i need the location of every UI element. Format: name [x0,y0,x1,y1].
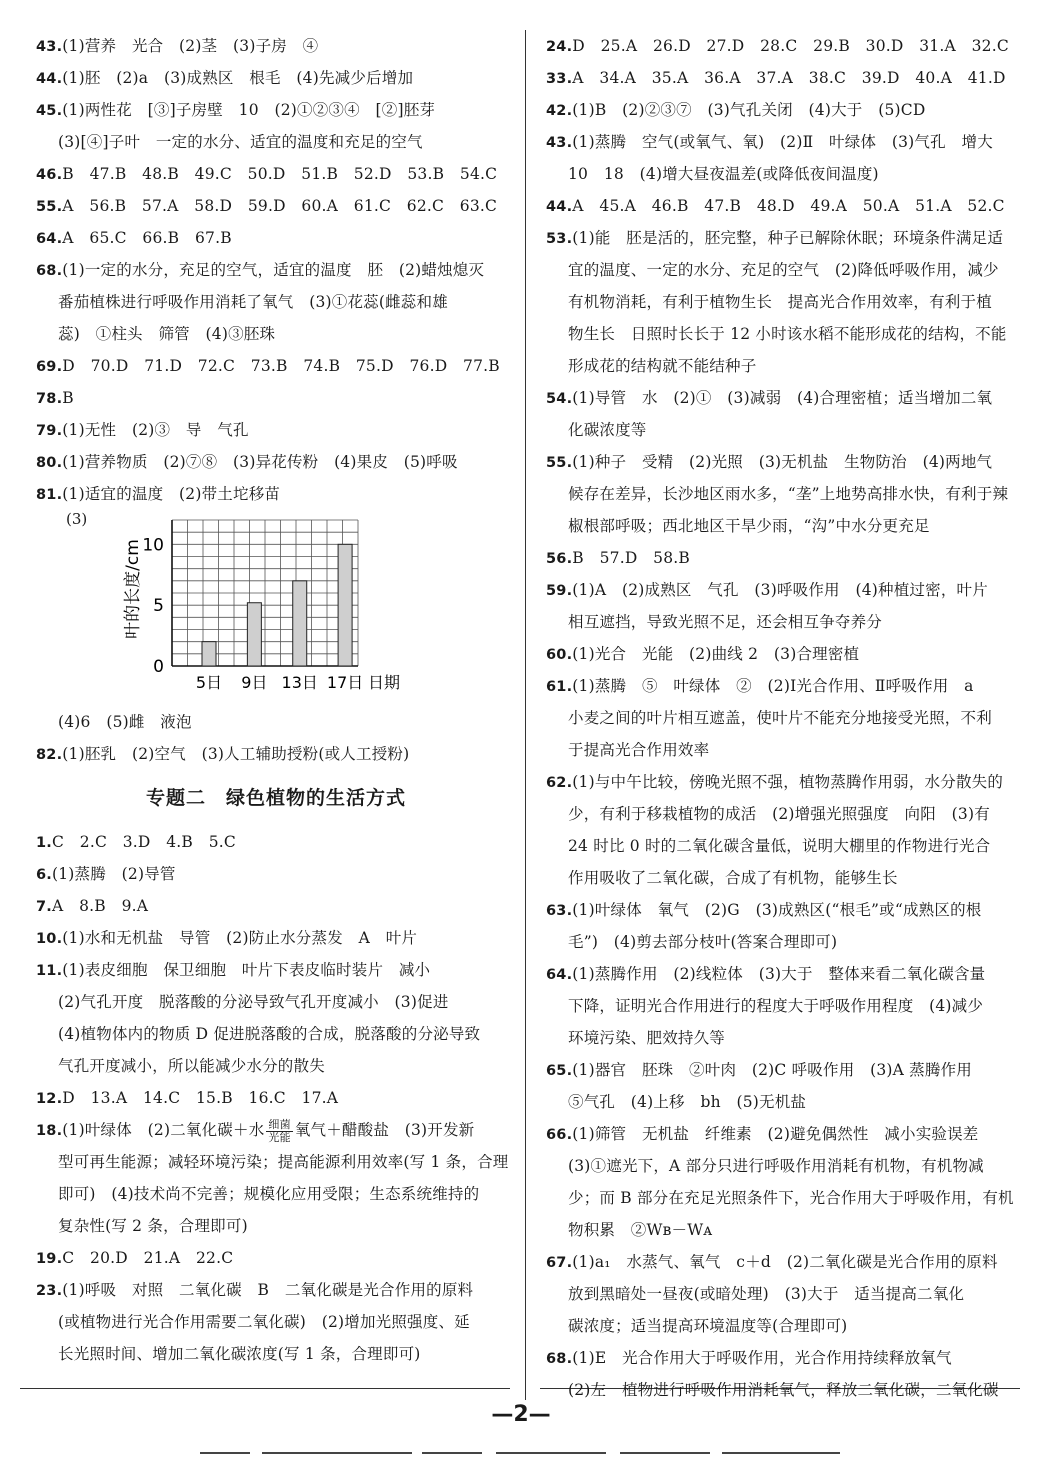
answer-text: 候存在差异，长沙地区雨水多，“垄”上地势高排水快，有利于辣 [568,485,1009,503]
question-number: 80. [36,455,63,471]
answer-line [546,30,1022,62]
answer-line [546,414,1022,446]
answer-line [546,1310,1022,1342]
answer-line [36,706,516,738]
answer-text: (1)无性 (2)③ 导 气孔 [62,421,249,439]
answer-text: (1)导管 水 (2)① (3)减弱 (4)合理密植；适当增加二氧 [572,389,993,407]
answer-text: (1)蒸腾 (2)导管 [52,865,176,883]
answer-text: 蕊) ①柱头 筛管 (4)③胚珠 [58,325,276,343]
answer-line [546,286,1022,318]
answer-text: 长光照时间、增加二氧化碳浓度(写 1 条，合理即可) [58,1345,421,1363]
answer-line [546,734,1022,766]
answer-text: B 47.B 48.B 49.C 50.D 51.B 52.D 53.B 54.C [62,165,498,183]
answer-line [546,1214,1022,1246]
answer-text: (1)营养物质 (2)⑦⑧ (3)异花传粉 (4)果皮 (5)呼吸 [62,453,458,471]
answer-text: 形成花的结构就不能结种子 [568,357,757,375]
answer-line [36,1242,516,1274]
answer-line [546,670,1022,702]
question-number: 78. [36,391,63,407]
answer-line [36,446,516,478]
answer-text: 下降，证明光合作用进行的程度大于呼吸作用程度 (4)减少 [568,997,984,1015]
answer-line [36,414,516,446]
answer-line [546,158,1022,190]
answer-line [36,1018,516,1050]
answer-text: (1)与中午比较，傍晚光照不强，植物蒸腾作用弱，水分散失的 [572,773,1004,791]
y-tick-label: 10 [142,535,164,556]
right-answers-block-1 [546,30,1022,1406]
answer-text: 少，有利于移栽植物的成活 (2)增强光照强度 向阳 (3)有 [568,805,990,823]
bottom-rule-left [20,1388,510,1389]
right-column [546,30,1022,1406]
question-number: 33. [546,71,573,87]
answer-line [36,954,516,986]
question-number: 42. [546,103,573,119]
answer-line [546,894,1022,926]
answer-line [546,1150,1022,1182]
answer-text: 小麦之间的叶片相互遮盖，使叶片不能充分地接受光照，不利 [568,709,992,727]
answer-text: 24 时比 0 时的二氧化碳含量低，说明大棚里的作物进行光合 [568,837,991,855]
question-number: 82. [36,747,63,763]
answer-line [546,1246,1022,1278]
answer-line [36,986,516,1018]
answer-text: (1)器官 胚珠 ②叶肉 (2)C 呼吸作用 (3)A 蒸腾作用 [572,1061,972,1079]
answer-line [546,190,1022,222]
answer-line [36,1050,516,1082]
x-tick-label: 9日 [241,673,268,692]
question-number: 6. [36,867,52,883]
question-number: 7. [36,899,52,915]
answer-line [546,1054,1022,1086]
answer-text: (1)种子 受精 (2)光照 (3)无机盐 生物防治 (4)两地气 [572,453,993,471]
x-tick-label: 13日 [281,673,318,692]
answer-line [36,222,516,254]
question-number: 69. [36,359,63,375]
answer-text: (4)6 (5)雌 液泡 [58,713,192,731]
answer-line [36,190,516,222]
answer-line [36,1338,516,1370]
answer-text: B [62,389,74,407]
answer-text: 少；而 B 部分在充足光照条件下，光合作用大于呼吸作用，有机 [568,1189,1014,1207]
answer-text: (1)胚 (2)a (3)成熟区 根毛 (4)先减少后增加 [62,69,414,87]
question-number: 79. [36,423,63,439]
answer-line [546,606,1022,638]
answer-text: 型可再生能源；减轻环境污染；提高能源利用效率(写 1 条，合理 [58,1153,509,1171]
answer-text: 作用吸收了二氧化碳，合成了有机物，能够生长 [568,869,898,887]
answer-text: 椒根部呼吸；西北地区干旱少雨，“沟”中水分更充足 [568,517,930,535]
answer-text: (1)蒸腾 空气(或氧气、氧) (2)Ⅱ 叶绿体 (3)气孔 增大 [572,133,993,151]
answer-line [546,1086,1022,1118]
question-number: 45. [36,103,63,119]
question-number: 66. [546,1127,573,1143]
answer-line [546,1278,1022,1310]
answer-line [36,382,516,414]
answer-line [546,478,1022,510]
answer-text: 有机物消耗，有利于植物生长 提高光合作用效率，有利于植 [568,293,992,311]
answer-text: D 25.A 26.D 27.D 28.C 29.B 30.D 31.A 32.C [572,37,1009,55]
question-number: 56. [546,551,573,567]
answer-text: B 57.D 58.B [572,549,691,567]
answer-line [546,446,1022,478]
condition-bottom: 光能 [268,1130,291,1144]
question-number: 11. [36,963,63,979]
answer-line [546,638,1022,670]
answer-text: (或植物进行光合作用需要二氧化碳) (2)增加光照强度、延 [58,1313,470,1331]
question-number: 81. [36,487,63,503]
answer-text: (1)a₁ 水蒸气、氧气 c＋d (2)二氧化碳是光合作用的原料 [572,1253,998,1271]
answer-text: 10 18 (4)增大昼夜温差(或降低夜间温度) [568,165,879,183]
answer-text: (1)两性花 [③]子房壁 10 (2)①②③④ [②]胚芽 [62,101,436,119]
answer-line [36,318,516,350]
chart-question-label: (3) [66,510,88,528]
answer-line [546,702,1022,734]
answer-line [36,1306,516,1338]
question-number: 12. [36,1091,63,1107]
answer-line [36,1146,516,1178]
question-number: 59. [546,583,573,599]
answer-line [546,830,1022,862]
question-number: 63. [546,903,573,919]
answer-text: C 20.D 21.A 22.C [62,1249,234,1267]
answer-line [546,510,1022,542]
answer-line [36,126,516,158]
answer-text: D 70.D 71.D 72.C 73.B 74.B 75.D 76.D 77.B [62,357,500,375]
answer-text: (1)蒸腾 ⑤ 叶绿体 ② (2)Ⅰ光合作用、Ⅱ呼吸作用 a [572,677,974,695]
bar-4 [338,544,352,666]
section-title: 专题二 绿色植物的生活方式 [145,787,406,809]
answer-line [36,1178,516,1210]
condition-top: 细菌 [268,1117,291,1131]
y-axis-label: 叶的长度/cm [123,539,143,639]
answer-text: (1)适宜的温度 (2)带土坨移苗 [62,485,281,503]
left-answers-block-3 [36,826,516,1114]
answer-text: (1)营养 光合 (2)茎 (3)子房 ④ [62,37,319,55]
question-number: 62. [546,775,573,791]
answer-text: A 56.B 57.A 58.D 59.D 60.A 61.C 62.C 63.C [62,197,498,215]
answer-line [36,478,516,510]
answer-text: (1)表皮细胞 保卫细胞 叶片下表皮临时装片 减小 [62,961,431,979]
answer-line [546,1022,1022,1054]
answer-text: (1)B (2)②③⑦ (3)气孔关闭 (4)大于 (5)CD [572,101,926,119]
question-number: 55. [546,455,573,471]
answer-line [546,990,1022,1022]
answer-line [546,926,1022,958]
answer-line [546,766,1022,798]
answer-line [546,1118,1022,1150]
answer-text: (2)气孔开度 脱落酸的分泌导致气孔开度减小 (3)促进 [58,993,449,1011]
x-tick-label: 5日 [195,673,223,692]
answer-text: (1)水和无机盐 导管 (2)防止水分蒸发 A 叶片 [62,929,418,947]
answer-text: 即可) (4)技术尚不完善；规模化应用受限；生态系统维持的 [58,1185,480,1203]
reaction-condition [266,1119,292,1144]
answer-line [546,350,1022,382]
answer-line [36,94,516,126]
left-answers-block-1 [36,30,516,510]
x-axis-label: 日期 [367,673,401,692]
question-number: 68. [36,263,63,279]
answer-line [36,826,516,858]
answer-line [36,858,516,890]
question-number: 43. [546,135,573,151]
answer-line [546,862,1022,894]
y-tick-label: 0 [153,657,164,677]
answer-line [546,222,1022,254]
question-number: 68. [546,1351,573,1367]
answer-text: (3)[④]子叶 一定的水分、适宜的温度和充足的空气 [58,133,423,151]
answer-text: 放到黑暗处一昼夜(或暗处理) (3)大于 适当提高二氧化 [568,1285,965,1303]
question-number: 43. [36,39,63,55]
answer-text: A 45.A 46.B 47.B 48.D 49.A 50.A 51.A 52.C [572,197,1005,215]
answer-text: (1)E 光合作用大于呼吸作用，光合作用持续释放氧气 [572,1349,952,1367]
answer-text: (1)筛管 无机盐 纤维素 (2)避免偶然性 减小实验误差 [572,1125,979,1143]
answer-text: (1)光合 光能 (2)曲线 2 (3)合理密植 [572,645,860,663]
question-number: 18. [36,1123,63,1139]
answer-text: (1)叶绿体 (2)二氧化碳＋水 [62,1121,265,1139]
question-number: 46. [36,167,63,183]
question-number: 23. [36,1283,63,1299]
answer-line [546,574,1022,606]
question-number: 44. [546,199,573,215]
answer-line [546,94,1022,126]
question-number: 53. [546,231,573,247]
answer-text: (2)左 植物进行呼吸作用消耗氧气，释放二氧化碳，二氧化碳 [568,1381,999,1399]
answer-text: (1)胚乳 (2)空气 (3)人工辅助授粉(或人工授粉) [62,745,410,763]
answer-text: 宜的温度、一定的水分、充足的空气 (2)降低呼吸作用，减少 [568,261,999,279]
answer-line [36,1082,516,1114]
question-number: 10. [36,931,63,947]
answer-text: (1)蒸腾作用 (2)线粒体 (3)大于 整体来看二氧化碳含量 [572,965,986,983]
answer-line [546,542,1022,574]
answer-line [546,254,1022,286]
answer-text: 物积累 ②Wʙ－Wᴀ [568,1221,713,1239]
answer-text: (1)能 胚是活的，胚完整，种子已解除休眠；环境条件满足适 [572,229,1004,247]
answer-text: 毛”) (4)剪去部分枝叶(答案合理即可) [568,933,838,951]
answer-line [546,318,1022,350]
left-column [36,30,516,1370]
answer-line-q18 [36,1114,516,1146]
answer-text: (1)一定的水分，充足的空气，适宜的温度 胚 (2)蜡烛熄灭 [62,261,485,279]
question-number: 61. [546,679,573,695]
answer-line [36,30,516,62]
question-number: 64. [546,967,573,983]
chart-svg [84,510,414,706]
question-number: 54. [546,391,573,407]
answer-line [546,382,1022,414]
answer-text: (3)①遮光下，A 部分只进行呼吸作用消耗有机物，有机物减 [568,1157,984,1175]
answer-line [546,798,1022,830]
left-answers-block-2 [36,706,516,770]
answer-text: 于提高光合作用效率 [568,741,710,759]
question-number: 67. [546,1255,573,1271]
answer-text: (1)呼吸 对照 二氧化碳 B 二氧化碳是光合作用的原料 [62,1281,474,1299]
footer-decoration [200,1452,840,1456]
x-tick-label: 17日 [326,673,364,692]
answer-line [546,1342,1022,1374]
answer-line [546,62,1022,94]
answer-line [546,1182,1022,1214]
answer-line [546,126,1022,158]
question-number: 1. [36,835,52,851]
answer-text: (4)植物体内的物质 D 促进脱落酸的合成，脱落酸的分泌导致 [58,1025,481,1043]
page-number: —2— [491,1402,551,1427]
answer-text: 番茄植株进行呼吸作用消耗了氧气 (3)①花蕊(雌蕊和雄 [58,293,448,311]
answer-line [546,958,1022,990]
answer-text: 氧气＋醋酸盐 (3)开发新 [294,1121,475,1139]
answer-line [36,738,516,770]
bar-1 [202,642,216,666]
answer-line [36,254,516,286]
answer-line [36,1274,516,1306]
y-tick-label: 5 [153,596,164,617]
answer-text: A 34.A 35.A 36.A 37.A 38.C 39.D 40.A 41.D [572,69,1006,87]
question-number: 55. [36,199,63,215]
question-number: 65. [546,1063,573,1079]
answer-line [36,922,516,954]
answer-text: (1)A (2)成熟区 气孔 (3)呼吸作用 (4)种植过密，叶片 [572,581,988,599]
question-number: 19. [36,1251,63,1267]
answer-text: A 8.B 9.A [52,897,149,915]
answer-text: 物生长 日照时长长于 12 小时该水稻不能形成花的结构，不能 [568,325,1007,343]
answer-line [36,62,516,94]
answer-text: 复杂性(写 2 条，合理即可) [58,1217,248,1235]
question-number: 24. [546,39,573,55]
bar-3 [293,581,307,666]
answer-line [36,158,516,190]
answer-text: 气孔开度减小，所以能减少水分的散失 [58,1057,325,1075]
answer-line [36,350,516,382]
answer-line [36,890,516,922]
answer-text: 化碳浓度等 [568,421,647,439]
leaf-length-chart [36,510,516,706]
answer-text: D 13.A 14.C 15.B 16.C 17.A [62,1089,339,1107]
left-answers-block-4 [36,1146,516,1370]
answer-text: 碳浓度；适当提高环境温度等(合理即可) [568,1317,848,1335]
answer-text: A 65.C 66.B 67.B [62,229,232,247]
answer-text: 相互遮挡，导致光照不足，还会相互争夺养分 [568,613,883,631]
question-number: 60. [546,647,573,663]
answer-line [36,286,516,318]
bar-2 [247,603,261,666]
answer-text: (1)叶绿体 氧气 (2)G (3)成熟区(“根毛”或“成熟区的根 [572,901,982,919]
answer-text: ⑤气孔 (4)上移 bh (5)无机盐 [568,1093,807,1111]
answer-text: 环境污染、肥效持久等 [568,1029,726,1047]
answer-line [36,1210,516,1242]
question-number: 44. [36,71,63,87]
column-divider [525,30,526,1400]
question-number: 64. [36,231,63,247]
answer-text: C 2.C 3.D 4.B 5.C [52,833,236,851]
